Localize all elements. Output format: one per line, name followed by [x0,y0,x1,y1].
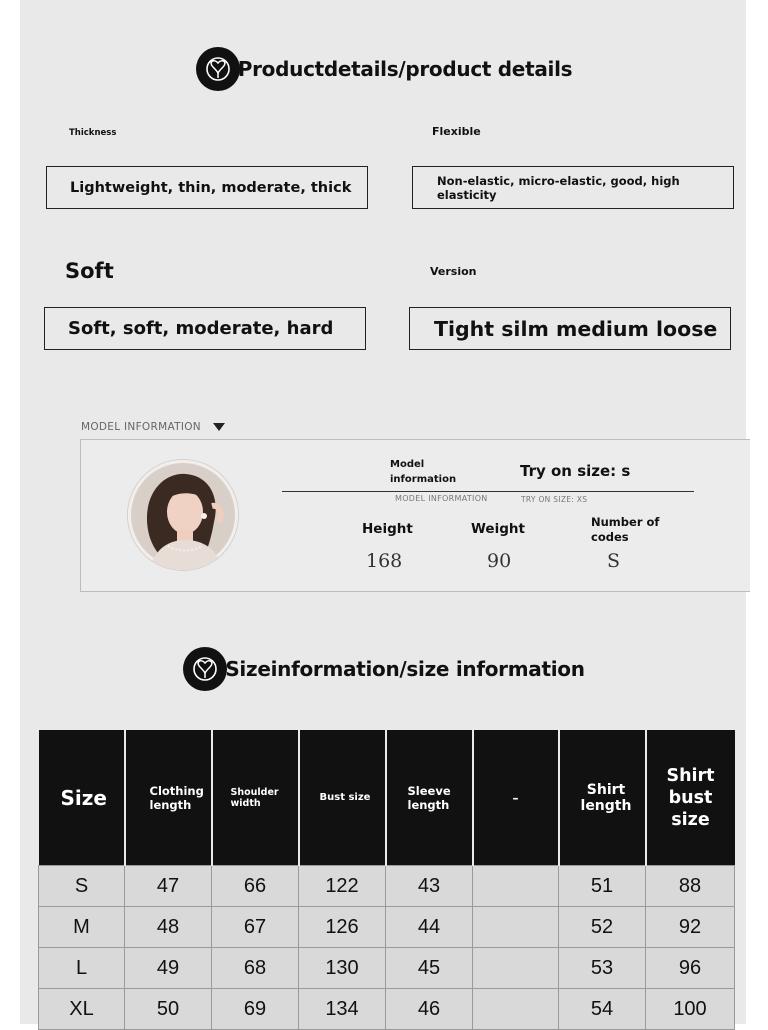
weight-label: Weight [471,521,525,537]
flexible-value: Non-elastic, micro-elastic, good, high elasticity [437,173,680,202]
table-cell: 68 [212,948,299,989]
table-cell [473,907,559,948]
table-cell: 69 [212,989,299,1030]
table-cell: 67 [212,907,299,948]
table-cell: 92 [646,907,735,948]
model-info-divider [282,491,694,492]
thickness-label: Thickness [69,128,117,138]
table-cell: 122 [299,866,386,907]
model-info-label: Model information [390,459,457,485]
thickness-box [46,166,368,209]
table-cell: 100 [646,989,735,1030]
height-label: Height [362,521,413,537]
try-on-size-sublabel: TRY ON SIZE: XS [521,495,588,504]
table-cell: 54 [559,989,646,1030]
model-info-caption [81,421,225,433]
size-table-body [39,866,735,1030]
size-table-header: Shirt length [559,730,646,866]
size-info-header [0,647,768,691]
table-cell: S [39,866,125,907]
weight-value: 90 [487,550,512,572]
size-table-header: – [473,730,559,866]
table-cell: 47 [125,866,212,907]
table-cell: M [39,907,125,948]
table-cell [473,866,559,907]
table-cell: 50 [125,989,212,1030]
size-table-header: Bust size [299,730,386,866]
table-cell: L [39,948,125,989]
soft-box [44,307,366,350]
flexible-label: Flexible [432,125,481,138]
table-cell [473,989,559,1030]
table-cell: 49 [125,948,212,989]
table-cell: 51 [559,866,646,907]
table-cell: 130 [299,948,386,989]
size-table-header: Shirt bust size [646,730,735,866]
brand-logo-icon [183,647,227,691]
table-cell: 45 [386,948,473,989]
try-on-size: Try on size: s [520,462,631,480]
table-cell: 53 [559,948,646,989]
size-info-title: Sizeinformation/size information [225,657,585,681]
triangle-down-icon [213,423,225,431]
codes-value: S [607,550,621,572]
table-cell [473,948,559,989]
height-value: 168 [366,550,403,572]
table-cell: 134 [299,989,386,1030]
size-table-header: Clothing length [125,730,212,866]
flexible-box [412,166,734,209]
size-table-header: Shoulder width [212,730,299,866]
table-row [39,907,735,948]
soft-value: Soft, soft, moderate, hard [68,318,334,339]
table-cell: 44 [386,907,473,948]
table-cell: 88 [646,866,735,907]
size-table-header: Sleeve length [386,730,473,866]
table-row [39,948,735,989]
table-cell: 52 [559,907,646,948]
model-info-caption-text: MODEL INFORMATION [81,421,201,433]
size-table-header-row [39,730,735,866]
model-info-sublabel: MODEL INFORMATION [395,494,488,503]
table-cell: 66 [212,866,299,907]
version-box [409,307,731,350]
size-table-header: Size [39,730,125,866]
table-cell: XL [39,989,125,1030]
model-avatar [128,460,238,570]
codes-label: Number of codes [591,515,660,544]
version-value: Tight silm medium loose [434,316,718,341]
table-row [39,989,735,1030]
product-details-title: Productdetails/product details [237,57,573,81]
table-row [39,866,735,907]
soft-label: Soft [65,259,114,283]
size-table [38,730,735,1030]
table-cell: 48 [125,907,212,948]
product-details-header [0,47,768,91]
table-cell: 43 [386,866,473,907]
thickness-value: Lightweight, thin, moderate, thick [70,179,352,196]
table-cell: 126 [299,907,386,948]
version-label: Version [430,265,477,278]
table-cell: 46 [386,989,473,1030]
brand-logo-icon [196,47,240,91]
table-cell: 96 [646,948,735,989]
